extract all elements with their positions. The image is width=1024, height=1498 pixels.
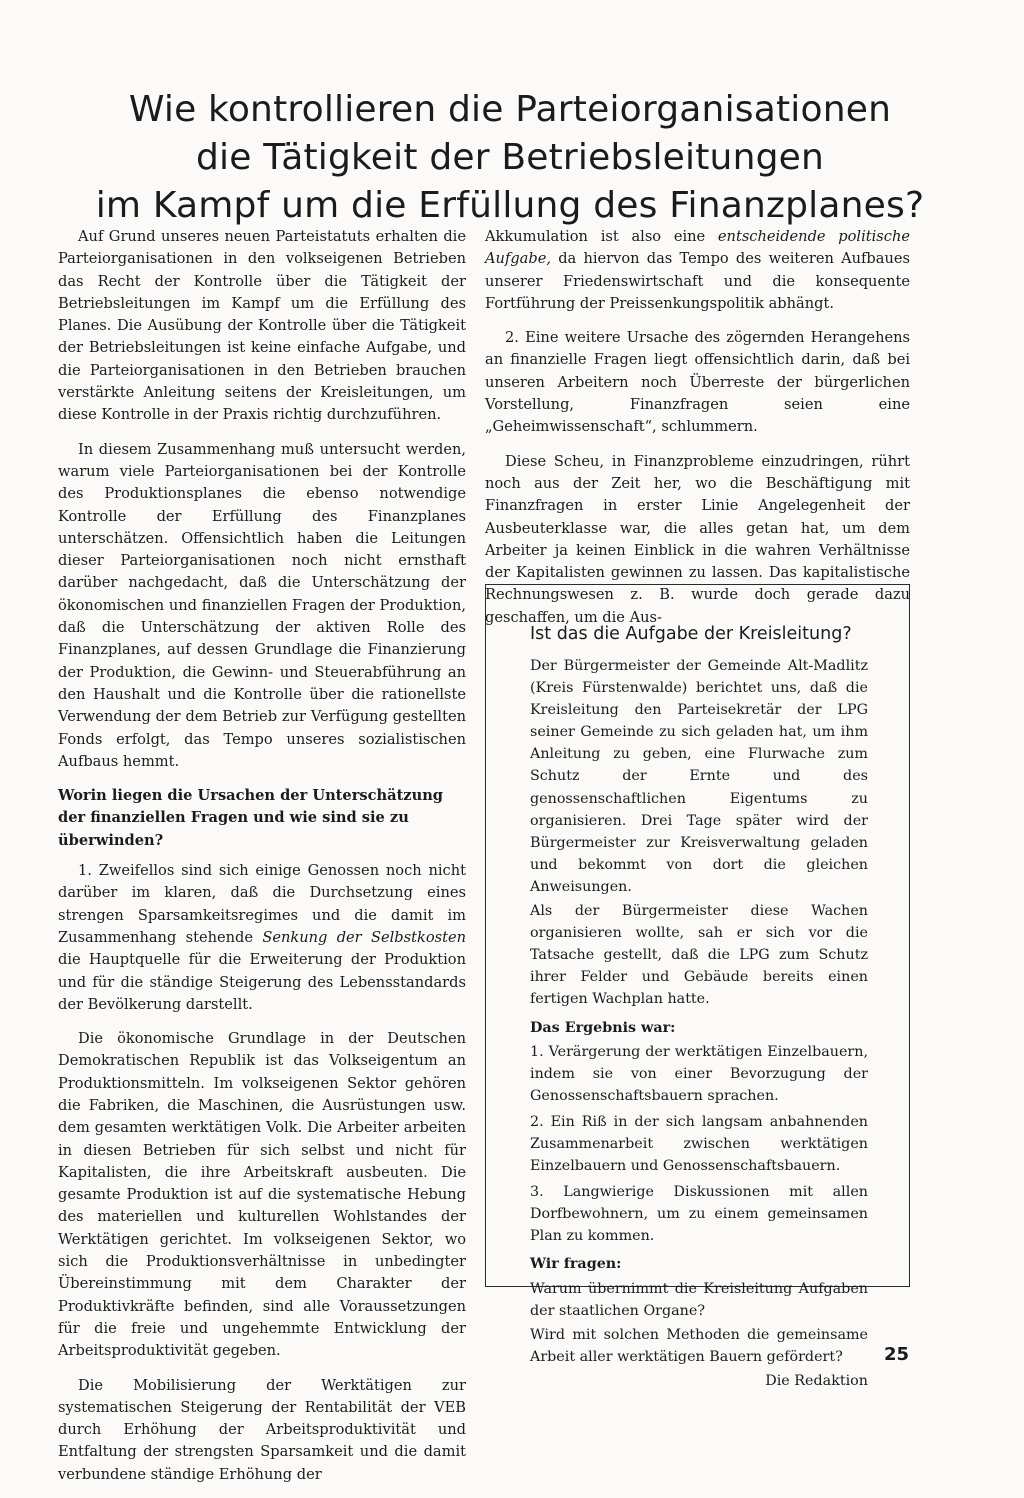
paragraph bbox=[58, 860, 466, 1016]
section-heading: Worin liegen die Ursachen der Unterschätzung der finanziellen Fragen und wie sind sie zu überwinden? bbox=[58, 787, 444, 849]
paragraph: 2. Eine weitere Ursache des zögernden Herangehens an finanzielle Fragen liegt offensichtlich darin, daß bei unseren Arbeitern noch Überreste der bürgerlichen Vorstellung, Finanzfragen seien eine „Geheimwissenschaft“, schlummern. bbox=[485, 329, 910, 436]
paragraph bbox=[485, 226, 910, 315]
title-line: Wie kontrollieren die Parteiorganisationen bbox=[128, 89, 892, 131]
text-run: die Hauptquelle für die Erweiterung der Produktion und für die ständige Steigerung des Lebensstandards der Bevölkerung darstellt. bbox=[58, 951, 466, 1013]
paragraph: Die Mobilisierung der Werktätigen zur systematischen Steigerung der Rentabilität der VEB durch Erhöhung der Arbeitsproduktivität und Entfaltung der strengsten Sparsamkeit und die damit verbundene ständige Erhöhung der bbox=[58, 1376, 466, 1483]
text-run: da hiervon das Tempo des weiteren Aufbaues unserer Friedenswirtschaft und die konsequente Fortführung der Preissenkungspolitik abhängt. bbox=[485, 250, 910, 312]
paragraph: In diesem Zusammenhang muß untersucht werden, warum viele Parteiorganisationen bei der Kontrolle des Produktionsplanes die ebenso notwendige Kontrolle der Erfüllung des Finanzplanes unterschätzen. Offensichtlich haben die Leitungen dieser Parteiorganisationen noch nicht ernsthaft darüber nachgedacht, daß die Unterschätzung der ökonomischen und finanziellen Fragen der Produktion, daß die Unterschätzung der aktiven Rolle des Finanzplanes, auf dessen Grundlage die Finanzierung der Produktion, die Gewinn- und Steuerabführung an den Haushalt und die Kontrolle über die rationellste Verwendung der dem Betrieb zur Verfügung gestellten Fonds erfolgt, das Tempo unseres sozialistischen Aufbaus hemmt. bbox=[58, 440, 466, 770]
box-paragraph: Der Bürgermeister der Gemeinde Alt-Madlitz (Kreis Fürstenwalde) berichtet uns, daß die Kreisleitung den Parteisekretär der LPG seiner Gemeinde zu sich geladen hat, um ihm Anleitung zu geben, eine Flurwache zum Schutz der Ernte und des genossenschaftlichen Eigentums zu organisieren. Drei Tage später wird der Bürgermeister zur Kreisverwaltung geladen und bekommt von dort die gleichen Anweisungen. bbox=[530, 658, 868, 895]
paragraph: Diese Scheu, in Finanzprobleme einzudringen, rührt noch aus der Zeit her, wo die Beschäftigung mit Finanzfragen in erster Linie Angelegenheit der Ausbeuterklasse war, die alles getan hat, um dem Arbeiter ja keinen Einblick in die wahren Verhältnisse der Kapitalisten gewinnen zu lassen. Das kapitalistische Rechnungswesen z. B. wurde doch gerade dazu geschaffen, um die Aus- bbox=[485, 452, 910, 626]
result-heading: Das Ergebnis war: bbox=[530, 1019, 676, 1036]
left-column bbox=[58, 226, 466, 1498]
title-line: die Tätigkeit der Betriebsleitungen bbox=[195, 137, 825, 179]
article-title bbox=[60, 86, 960, 230]
right-column bbox=[485, 226, 910, 641]
text-run: Akkumulation ist also eine bbox=[485, 228, 718, 245]
page-number: 25 bbox=[884, 1344, 910, 1365]
question: Warum übernimmt die Kreisleitung Aufgaben der staatlichen Organe? bbox=[530, 1280, 868, 1319]
emphasis: entscheidende politische Aufgabe, bbox=[485, 228, 910, 268]
paragraph: Die ökonomische Grundlage in der Deutschen Demokratischen Republik ist das Volkseigentum an Produktionsmitteln. Im volkseigenen Sektor gehören die Fabriken, die Maschinen, die Ausrüstungen usw. dem gesamten werktätigen Volk. Die Arbeiter arbeiten in diesen Betrieben für sich selbst und nicht für Kapitalisten, die ihre Arbeitskraft ausbeuten. Die gesamte Produktion ist auf die systematische Hebung des materiellen und kulturellen Wohlstandes der Werktätigen gerichtet. Im volkseigenen Sektor, wo sich die Produktionsverhältnisse in unbedingter Übereinstimmung mit dem Charakter der Produktivkräfte befinden, sind alle Voraussetzungen für die freie und ungehemmte Entwicklung der Arbeitsproduktivität gegeben. bbox=[58, 1030, 466, 1360]
box-paragraph: Als der Bürgermeister diese Wachen organisieren wollte, sah er sich vor die Tatsache gestellt, daß die LPG zum Schutz ihrer Felder und Gebäude bereits einen fertigen Wachplan hatte. bbox=[530, 903, 868, 1008]
box-title: Ist das die Aufgabe der Kreisleitung? bbox=[530, 624, 852, 644]
signature: Die Redaktion bbox=[765, 1372, 868, 1389]
paragraph: Auf Grund unseres neuen Parteistatuts erhalten die Parteiorganisationen in den volkseigenen Betrieben das Recht der Kontrolle über die Tätigkeit der Betriebsleitungen im Kampf um die Erfüllung des Planes. Die Ausübung der Kontrolle über die Tätigkeit der Betriebsleitungen ist keine einfache Aufgabe, und die Parteiorganisationen in den Betrieben brauchen verstärkte Anleitung seitens der Kreisleitungen, um diese Kontrolle in der Praxis richtig durchzuführen. bbox=[58, 228, 466, 424]
questions-heading: Wir fragen: bbox=[530, 1256, 622, 1273]
list-item: 1. Verärgerung der werktätigen Einzelbauern, indem sie von einer Bevorzugung der Genossenschaftsbauern sprachen. bbox=[530, 1043, 868, 1104]
sidebar-box-content bbox=[530, 621, 868, 1394]
result-list bbox=[530, 1041, 868, 1248]
text-run: 1. Zweifellos sind sich einige Genossen noch nicht darüber im klaren, daß die Durchsetzung eines strengen Sparsamkeitsregimes und die damit im Zusammenhang stehende bbox=[58, 862, 466, 946]
title-line: im Kampf um die Erfüllung des Finanzplanes? bbox=[95, 185, 925, 227]
list-item: 3. Langwierige Diskussionen mit allen Dorfbewohnern, um zu einem gemeinsamen Plan zu kommen. bbox=[530, 1184, 868, 1245]
list-item: 2. Ein Riß in der sich langsam anbahnenden Zusammenarbeit zwischen werktätigen Einzelbauern und Genossenschaftsbauern. bbox=[530, 1113, 868, 1175]
emphasis: Senkung der Selbstkosten bbox=[262, 928, 467, 946]
question: Wird mit solchen Methoden die gemeinsame Arbeit aller werktätigen Bauern gefördert? bbox=[530, 1326, 868, 1365]
